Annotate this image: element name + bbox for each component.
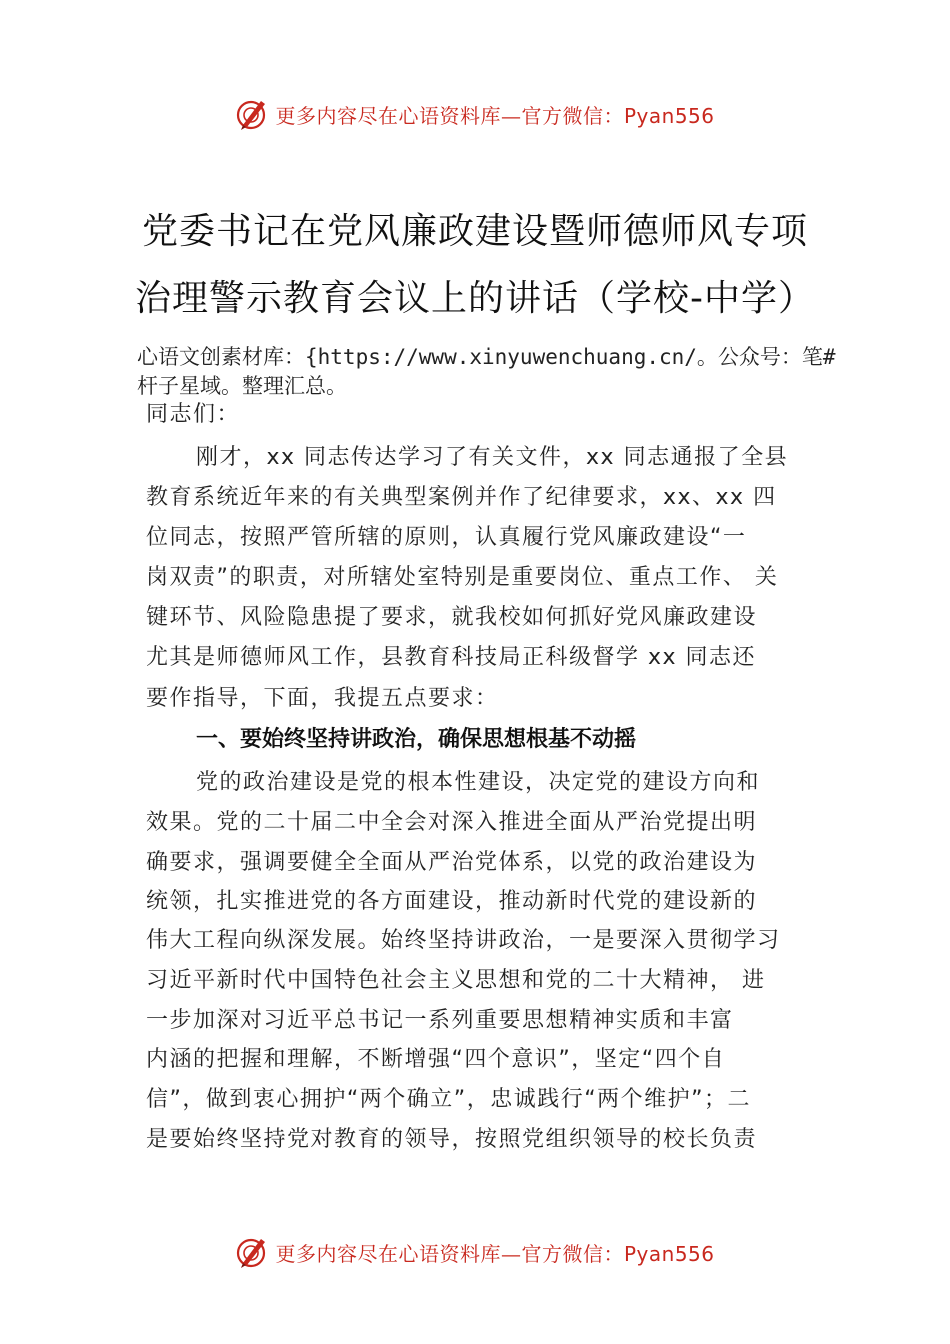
paragraph-line: 位同志，按照严管所辖的原则，认真履行党风廉政建设“一 (146, 525, 747, 550)
pen-logo-icon (235, 1235, 269, 1269)
paragraph-line: 内涵的把握和理解，不断增强“四个意识”，坚定“四个自 (146, 1047, 726, 1072)
paragraph-line: 习近平新时代中国特色社会主义思想和党的二十大精神， 进 (146, 968, 766, 993)
watermark-banner-bottom (0, 1232, 950, 1272)
watermark-text: 更多内容尽在心语资料库—官方微信：Pyan556 (275, 1241, 715, 1266)
paragraph-line: 要作指导，下面，我提五点要求： (146, 686, 499, 711)
paragraph-line: 是要始终坚持党对教育的领导，按照党组织领导的校长负责 (146, 1127, 758, 1152)
source-note: 心语文创素材库：{https://www.xinyuwenchuang.cn/。公众号：笔#杆子星域。整理汇总。 (137, 345, 836, 398)
paragraph-line: 确要求，强调要健全全面从严治党体系，以党的政治建设为 (146, 850, 758, 875)
paragraph-line: 教育系统近年来的有关典型案例并作了纪律要求，xx、xx 四 (146, 485, 777, 510)
document-title-line-2: 治理警示教育会议上的讲话（学校-中学） (135, 278, 815, 319)
paragraph-line: 尤其是师德师风工作，县教育科技局正科级督学 xx 同志还 (146, 645, 757, 670)
paragraph-line: 效果。党的二十届二中全会对深入推进全面从严治党提出明 (146, 810, 758, 835)
paragraph-line: 一步加深对习近平总书记一系列重要思想精神实质和丰富 (146, 1008, 734, 1033)
watermark-banner-top (0, 94, 950, 134)
wechat-id: Pyan556 (623, 103, 715, 128)
paragraph-line: 键环节、风险隐患提了要求，就我校如何抓好党风廉政建设 (146, 605, 758, 630)
document-title-line-1: 党委书记在党风廉政建设暨师德师风专项 (141, 211, 808, 252)
paragraph-line: 伟大工程向纵深发展。始终坚持讲政治，一是要深入贯彻学习 (146, 928, 781, 953)
salutation: 同志们： (146, 402, 241, 427)
watermark-text: 更多内容尽在心语资料库—官方微信：Pyan556 (275, 103, 715, 128)
paragraph-line: 党的政治建设是党的根本性建设，决定党的建设方向和 (196, 770, 761, 795)
paragraph-line: 刚才，xx 同志传达学习了有关文件，xx 同志通报了全县 (196, 445, 789, 470)
pen-logo-icon (235, 97, 269, 131)
paragraph-line: 岗双责”的职责，对所辖处室特别是重要岗位、重点工作、 关 (146, 565, 779, 590)
paragraph-line: 统领，扎实推进党的各方面建设，推动新时代党的建设新的 (146, 889, 758, 914)
section-heading: 一、要始终坚持讲政治，确保思想根基不动摇 (196, 727, 637, 752)
wechat-id: Pyan556 (623, 1241, 715, 1266)
paragraph-line: 信”，做到衷心拥护“两个确立”，忠诚践行“两个维护”；二 (146, 1087, 751, 1112)
